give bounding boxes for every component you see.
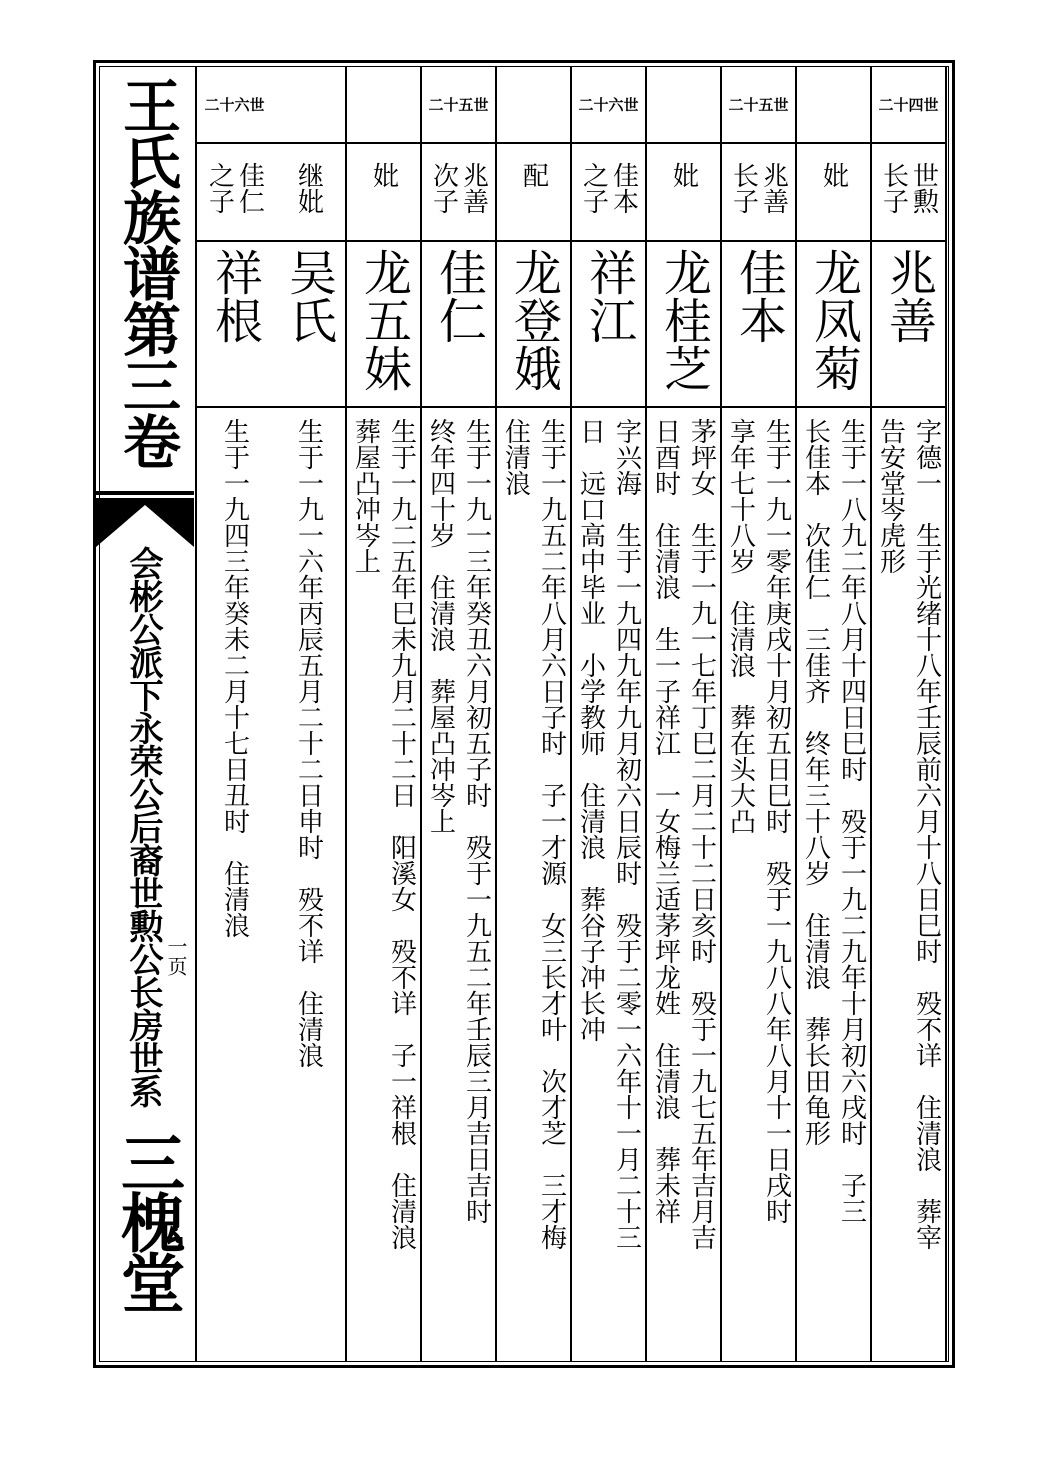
- relation-cell: [347, 144, 420, 242]
- generation-cell: [647, 66, 720, 144]
- biography-text: 生于一八九二年八月十四日巳时 殁于一九二九年十月初六戌时 子三 长佳本 次佳仁 三佳齐 终年三十八岁 住清浪 葬长田龟形: [800, 418, 867, 1224]
- generation-cell: [497, 66, 570, 144]
- name-cell: [572, 242, 645, 408]
- person-name: 佳仁: [430, 248, 487, 344]
- relation-cell: [797, 144, 870, 242]
- generation-cell: 二十四世: [872, 66, 945, 144]
- spine-divider-band: [96, 491, 194, 547]
- generation-cell: [272, 66, 345, 144]
- relation-text: 佳本 之子: [578, 162, 639, 214]
- hall-name: 三槐堂: [110, 1130, 184, 1310]
- biography-text: 生于一九二五年巳未九月二十二日 阳溪女 殁不详 子一祥根 住清浪 葬屋凸冲岑上: [350, 418, 417, 1250]
- relation-text: 配: [518, 162, 549, 188]
- relation-cell: [722, 144, 795, 242]
- person-name: 龙五妹: [355, 248, 412, 392]
- entry-column: [272, 66, 347, 1362]
- biography-cell: [347, 408, 420, 1360]
- relation-text: 妣: [818, 162, 849, 188]
- biography-text: 字德一 生于光绪十八年壬辰前六月十八日巳时 殁不详 住清浪 葬宰 告安堂岑虎形: [875, 418, 942, 1250]
- person-name: 祥根: [206, 248, 263, 344]
- generation-cell: 二十五世: [422, 66, 495, 144]
- biography-cell: [497, 408, 570, 1360]
- relation-cell: [647, 144, 720, 242]
- name-cell: [797, 242, 870, 408]
- person-name: 龙登娥: [505, 248, 562, 392]
- relation-cell: [197, 144, 272, 242]
- page-number: 一页: [164, 936, 188, 976]
- biography-cell: [422, 408, 495, 1360]
- biography-text: 生于一九四三年癸未二月十七日丑时 住清浪: [219, 418, 250, 938]
- entry-column: [572, 66, 647, 1362]
- biography-cell: [572, 408, 645, 1360]
- entry-column: [497, 66, 572, 1362]
- relation-text: 佳仁 之子: [204, 162, 265, 214]
- name-cell: [647, 242, 720, 408]
- relation-cell: [272, 144, 345, 242]
- biography-text: 生于一九五二年八月六日子时 子一才源 女三长才叶 次才芝 三才梅 住清浪: [500, 418, 567, 1250]
- entry-column: [647, 66, 722, 1362]
- relation-text: 世勲 长子: [878, 162, 939, 214]
- entry-column: [197, 66, 272, 1362]
- entry-column: [422, 66, 497, 1362]
- generation-cell: [347, 66, 420, 144]
- name-cell: [347, 242, 420, 408]
- book-title: 王氏族谱第三卷: [113, 76, 181, 468]
- person-name: 龙桂芝: [655, 248, 712, 392]
- person-name: 兆善: [880, 248, 937, 344]
- relation-text: 继妣: [293, 162, 324, 214]
- relation-cell: [872, 144, 945, 242]
- entry-column: [872, 66, 947, 1362]
- biography-cell: [872, 408, 945, 1360]
- person-name: 佳本: [730, 248, 787, 344]
- entry-column: [722, 66, 797, 1362]
- name-cell: [722, 242, 795, 408]
- person-name: 龙凤菊: [805, 248, 862, 392]
- person-name: 祥江: [580, 248, 637, 344]
- biography-cell: [722, 408, 795, 1360]
- name-cell: [422, 242, 495, 408]
- name-cell: [872, 242, 945, 408]
- biography-text: 生于一九一零年庚戌十月初五日巳时 殁于一九八八年八月十一日戌时 享年七十八岁 住清浪 葬在头大凸: [725, 418, 792, 1224]
- biography-text: 字兴海 生于一九四九年九月初六日辰时 殁于二零一六年十一月二十三 日 远口高中毕业 小学教师 住清浪 葬谷子冲长冲: [575, 418, 642, 1250]
- biography-text: 茅坪女 生于一九一七年丁巳二月二十二日亥时 殁于一九七五年吉月吉 日酉时 住清浪 生一子祥江 一女梅兰适茅坪龙姓 住清浪 葬未祥: [650, 418, 717, 1250]
- lineage-subtitle: 会彬公派下永荣公后裔世勲公长房世系: [123, 546, 163, 1107]
- entry-column: [347, 66, 422, 1362]
- relation-cell: [572, 144, 645, 242]
- generation-cell: 二十五世: [722, 66, 795, 144]
- generation-cell: [797, 66, 870, 144]
- biography-cell: [647, 408, 720, 1360]
- biography-cell: [272, 408, 345, 1360]
- name-cell: [272, 242, 345, 408]
- relation-cell: [497, 144, 570, 242]
- relation-text: 兆善 长子: [728, 162, 789, 214]
- entry-column: [797, 66, 872, 1362]
- biography-text: 生于一九一三年癸丑六月初五子时 殁于一九五二年壬辰三月吉日吉时 终年四十岁 住清浪 葬屋凸冲岑上: [425, 418, 492, 1224]
- title-spine: [99, 66, 197, 1362]
- relation-text: 妣: [668, 162, 699, 188]
- person-name: 吴氏: [280, 248, 337, 344]
- relation-text: 妣: [368, 162, 399, 188]
- name-cell: [497, 242, 570, 408]
- relation-text: 兆善 次子: [428, 162, 489, 214]
- generation-cell: 二十六世: [197, 66, 272, 144]
- name-cell: [197, 242, 272, 408]
- biography-cell: [797, 408, 870, 1360]
- generation-cell: 二十六世: [572, 66, 645, 144]
- relation-cell: [422, 144, 495, 242]
- biography-cell: [197, 408, 272, 1360]
- biography-text: 生于一九一六年丙辰五月二十二日申时 殁不详 住清浪: [293, 418, 324, 1068]
